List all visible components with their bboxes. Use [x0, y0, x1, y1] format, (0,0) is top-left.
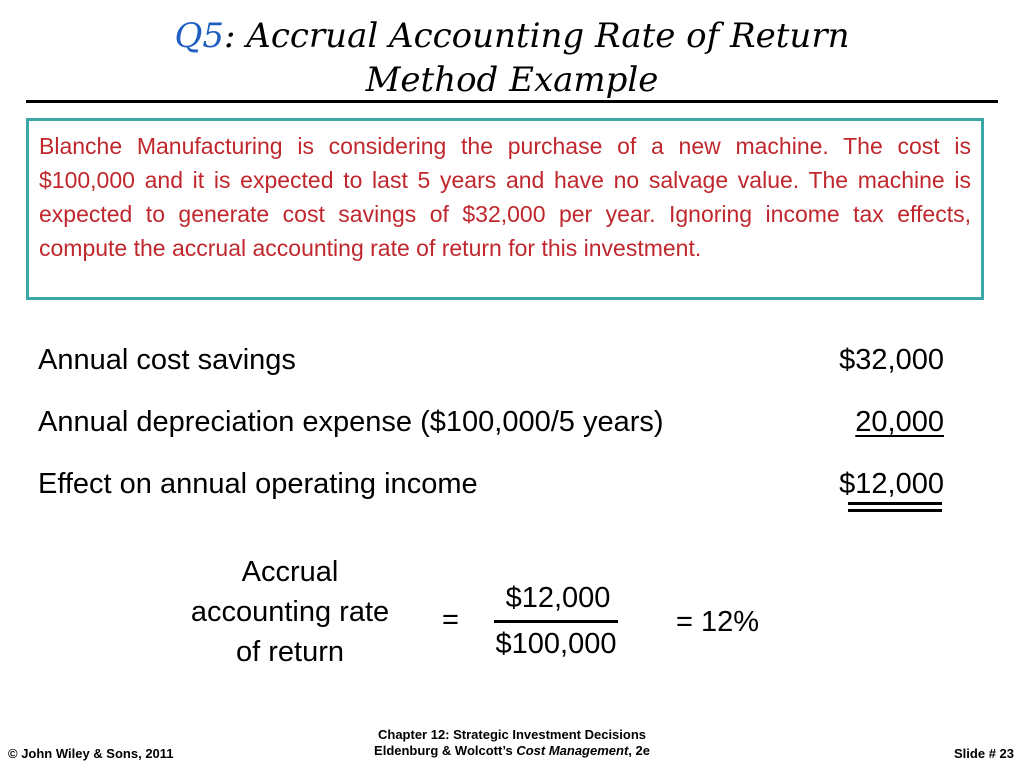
fraction-denominator: $100,000: [495, 628, 617, 660]
footer-book-title: Cost Management: [516, 743, 629, 758]
row-amount: 20,000: [855, 406, 944, 438]
footer-authors: Eldenburg & Wolcott’s: [374, 743, 517, 758]
footer-copyright: © John Wiley & Sons, 2011: [8, 746, 174, 761]
formula-label: [160, 552, 420, 672]
formula-label-line-2: accounting rate: [190, 596, 390, 628]
title-divider: [26, 100, 998, 103]
problem-statement-text: Blanche Manufacturing is considering the purchase of a new machine. The cost is $100,000 and it is expected to last 5 years and have no salvage value. The machine is expected to generate cost savings of $32,000 per year. Ignoring income tax effects, compute the accrual accounting rate of return for this investment.: [39, 133, 971, 261]
row-label: Annual depreciation expense ($100,000/5 years): [38, 406, 664, 438]
formula-result: = 12%: [676, 606, 760, 638]
footer-edition: , 2e: [628, 743, 650, 758]
title-line-2: Method Example: [365, 60, 659, 100]
row-label: Annual cost savings: [38, 344, 296, 376]
double-underline-bottom: [848, 509, 942, 512]
double-underline-top: [848, 502, 942, 505]
footer-chapter-line-2: [300, 743, 724, 759]
row-amount: [839, 466, 944, 502]
fraction-numerator: $12,000: [505, 582, 611, 614]
title-line-1: [0, 14, 1024, 58]
slide-title: [0, 14, 1024, 102]
amount-prefix: $: [839, 468, 856, 500]
fraction-bar: [494, 620, 618, 623]
question-number: Q5: [174, 16, 225, 56]
row-amount: $32,000: [839, 344, 944, 376]
footer-chapter: [300, 727, 724, 759]
problem-statement-box: [26, 118, 984, 300]
formula-label-line-1: Accrual: [241, 556, 339, 588]
row-label: Effect on annual operating income: [38, 468, 478, 500]
equals-sign: =: [442, 604, 459, 636]
footer-chapter-line-1: Chapter 12: Strategic Investment Decisions: [377, 727, 647, 742]
formula-label-line-3: of return: [236, 636, 344, 668]
amount-value: 12,000: [855, 468, 944, 500]
footer-slide-number: Slide # 23: [954, 746, 1014, 761]
title-text: : Accrual Accounting Rate of Return: [224, 16, 850, 56]
